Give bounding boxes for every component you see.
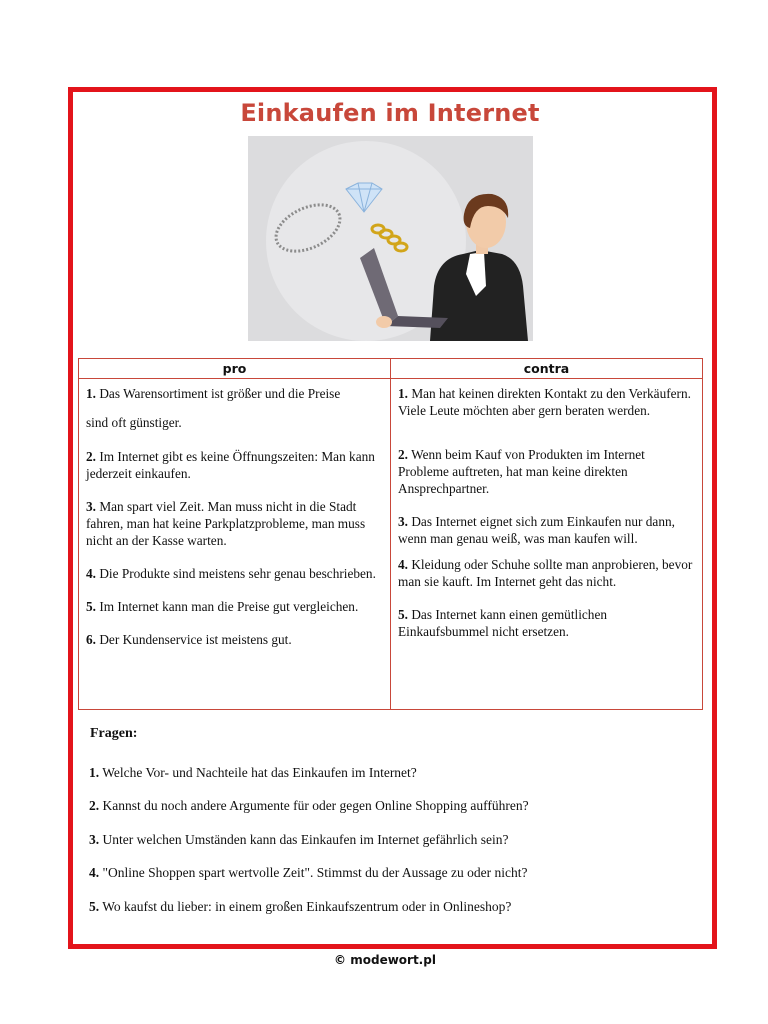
online-shopping-illustration: [248, 136, 533, 341]
pro-header: pro: [79, 359, 391, 379]
pro-contra-table: [78, 358, 703, 710]
pro-item: 5. Im Internet kann man die Preise gut vergleichen.: [86, 599, 359, 614]
pro-item: 6. Der Kundenservice ist meistens gut.: [86, 632, 292, 647]
pro-item: sind oft günstiger.: [86, 415, 182, 430]
contra-column: [391, 379, 703, 710]
contra-item: 1. Man hat keinen direkten Kontakt zu den Verkäufern. Viele Leute möchten aber gern beraten werden.: [398, 386, 691, 418]
pro-item: 4. Die Produkte sind meistens sehr genau beschrieben.: [86, 566, 376, 581]
question-item: 4. "Online Shoppen spart wertvolle Zeit". Stimmst du der Aussage zu oder nicht?: [89, 865, 528, 880]
questions-heading: Fragen:: [90, 726, 138, 741]
contra-header: contra: [391, 359, 703, 379]
pro-item: 2. Im Internet gibt es keine Öffnungszeiten: Man kann jederzeit einkaufen.: [86, 449, 375, 481]
question-item: 3. Unter welchen Umständen kann das Einkaufen im Internet gefährlich sein?: [89, 832, 509, 847]
contra-item: 5. Das Internet kann einen gemütlichen Einkaufsbummel nicht ersetzen.: [398, 607, 608, 639]
contra-item: 2. Wenn beim Kauf von Produkten im Internet Probleme auftreten, hat man keine direkten Ansprechpartner.: [398, 447, 645, 496]
copyright-footer: © modewort.pl: [334, 953, 436, 967]
page-title: Einkaufen im Internet: [240, 99, 540, 127]
contra-item: 4. Kleidung oder Schuhe sollte man anprobieren, bevor man sie kauft. Im Internet geht das nicht.: [398, 557, 693, 589]
question-item: 2. Kannst du noch andere Argumente für oder gegen Online Shopping aufführen?: [89, 798, 529, 813]
question-item: 1. Welche Vor- und Nachteile hat das Einkaufen im Internet?: [89, 765, 417, 780]
pro-item: 1. Das Warensortiment ist größer und die Preise: [86, 386, 341, 401]
contra-item: 3. Das Internet eignet sich zum Einkaufen nur dann, wenn man genau weiß, was man kaufen will.: [398, 514, 675, 546]
pro-item: 3. Man spart viel Zeit. Man muss nicht in die Stadt fahren, man hat keine Parkplatzprobleme, man muss nicht an der Kasse warten.: [86, 499, 366, 548]
pro-column: [79, 379, 391, 710]
question-item: 5. Wo kaufst du lieber: in einem großen Einkaufszentrum oder in Onlineshop?: [89, 899, 512, 914]
